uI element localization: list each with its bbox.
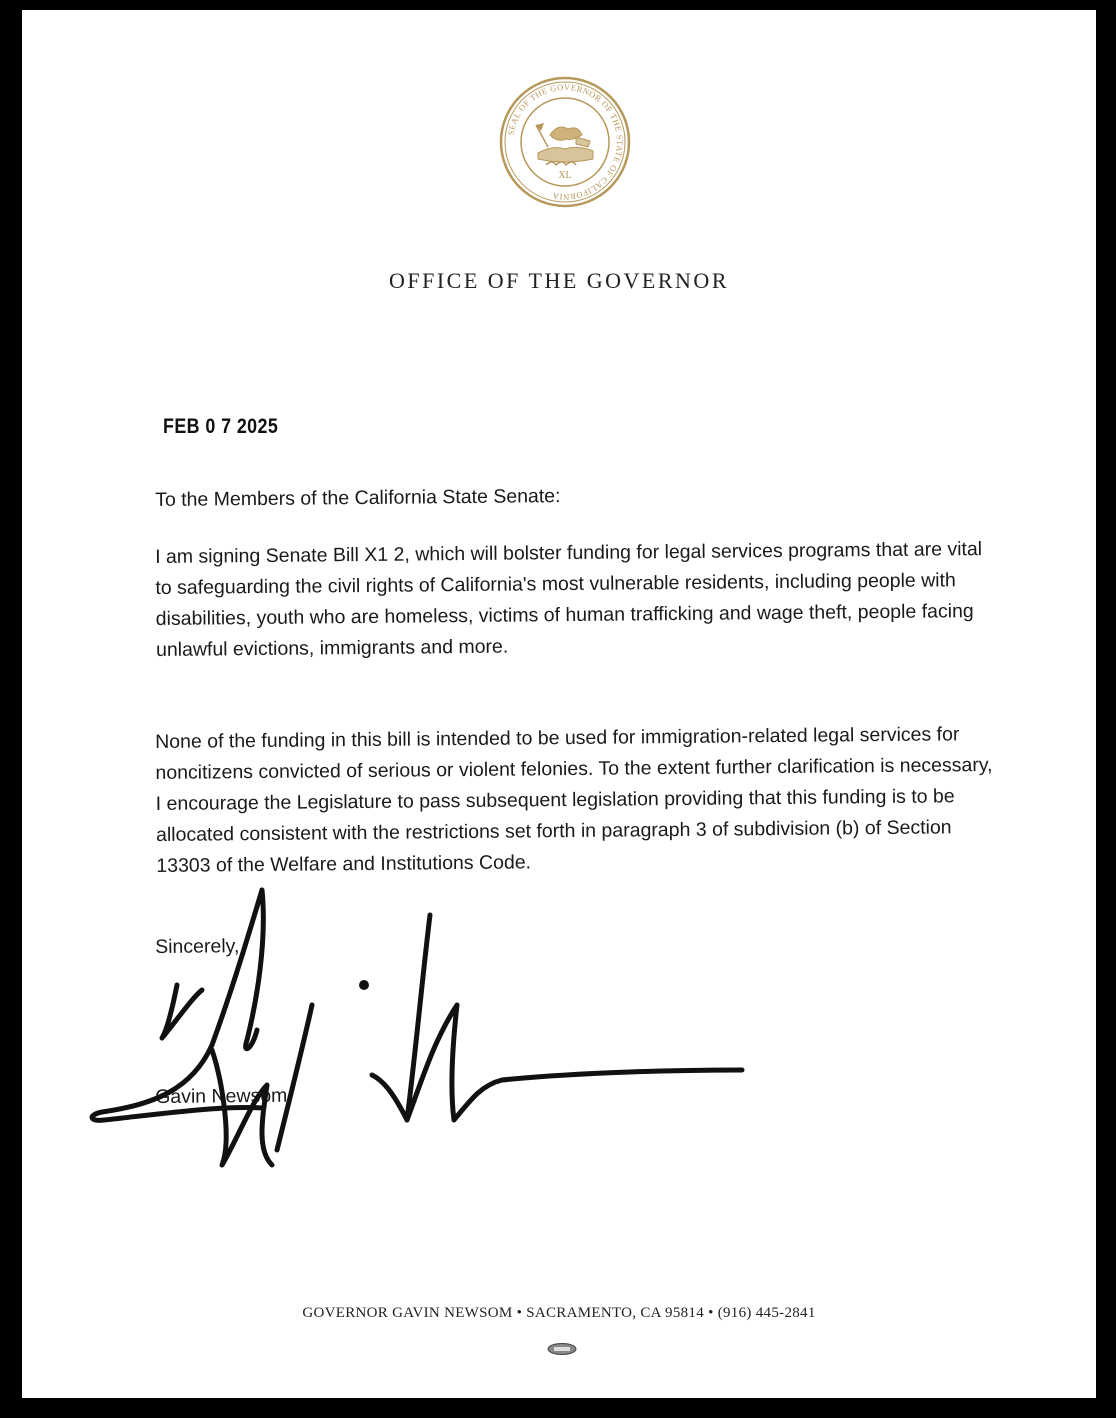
signatory-name: Gavin Newsom	[155, 1084, 288, 1108]
paragraph-1: I am signing Senate Bill X1 2, which will bolster funding for legal services programs that are vital to safeguarding the civil rights of California's most vulnerable residents, including people with disabilities, youth who are homeless, victims of human trafficking and wage theft, people facing unlawful evictions, immigrants and more.	[155, 538, 983, 661]
california-state-seal-icon	[498, 75, 632, 209]
handwritten-signature-icon	[62, 880, 782, 1180]
closing: Sincerely,	[155, 935, 240, 958]
footer-separator: •	[512, 1305, 527, 1321]
union-print-bug-icon	[546, 1342, 578, 1356]
date-stamp: FEB 0 7 2025	[163, 415, 279, 438]
footer-separator: •	[704, 1305, 718, 1321]
svg-text:SEAL OF THE GOVERNOR OF THE ST: SEAL OF THE GOVERNOR OF THE STATE OF CALIFORNIA	[505, 81, 626, 203]
paragraph-2: None of the funding in this bill is intended to be used for immigration-related legal services for noncitizens convicted of serious or violent felonies. To the extent further clarification is necessary, I encourage the Legislature to pass subsequent legislation providing that this funding is to be allocated consistent with the restrictions set forth in paragraph 3 of subdivision (b) of Section 13303 of the Welfare and Institutions Code.	[155, 723, 993, 877]
svg-text:XL: XL	[558, 170, 572, 181]
letterhead-footer	[22, 1305, 1096, 1322]
footer-name: GOVERNOR GAVIN NEWSOM	[302, 1305, 513, 1321]
salutation: To the Members of the California State Senate:	[155, 485, 561, 511]
footer-phone: (916) 445-2841	[717, 1305, 816, 1321]
office-title: OFFICE OF THE GOVERNOR	[388, 268, 729, 293]
letter-page	[22, 10, 1096, 1398]
footer-address: SACRAMENTO, CA 95814	[526, 1305, 705, 1321]
